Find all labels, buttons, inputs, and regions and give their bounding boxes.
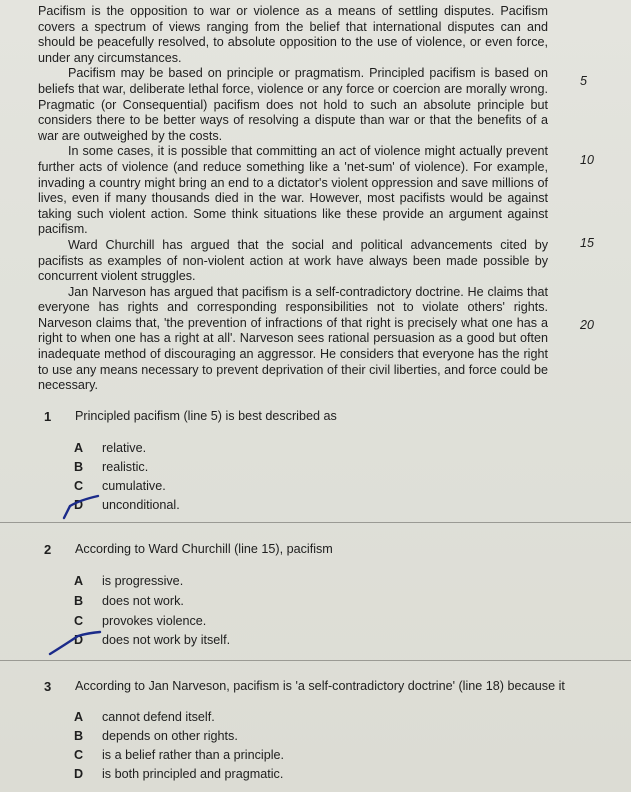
option-text: realistic. (102, 460, 149, 474)
section-divider (0, 660, 631, 661)
question-number: 1 (44, 409, 52, 424)
option-text: unconditional. (102, 498, 180, 512)
option-text: cumulative. (102, 479, 166, 493)
option-letter: C (74, 614, 84, 628)
option-text: does not work. (102, 594, 184, 608)
question-number: 3 (44, 679, 52, 694)
option-letter: A (74, 574, 84, 588)
question-number: 2 (44, 542, 52, 557)
option-text: relative. (102, 441, 147, 455)
option-letter: C (74, 748, 84, 762)
line-number-15: 15 (580, 236, 594, 250)
option-text: provokes violence. (102, 614, 207, 628)
option-letter: B (74, 729, 84, 743)
option-text: does not work by itself. (102, 633, 231, 647)
line-number-10: 10 (580, 153, 594, 167)
option-text: is progressive. (102, 574, 184, 588)
reading-passage (38, 4, 548, 394)
pen-mark-answer-2 (44, 626, 104, 660)
line-number-20: 20 (580, 318, 594, 332)
option-letter: B (74, 594, 84, 608)
option-text: is a belief rather than a principle. (102, 748, 285, 762)
passage-paragraph-4: Ward Churchill has argued that the social and political advancements cited by pacifists as examples of non-violent action at work have always been made possible by concurrent violent struggles. (38, 237, 548, 284)
option-text: depends on other rights. (102, 729, 238, 743)
option-letter: D (74, 633, 84, 647)
option-text: is both principled and pragmatic. (102, 767, 284, 781)
passage-paragraph-5: Jan Narveson has argued that pacifism is a self-contradictory doctrine. He claims that everyone has rights and corresponding responsibilities not to violate others' rights. Narveson claims that, 'the prevention of infractions of that right is precisely what one has a right to when one has a right at all'. Narveson sees rational persuasion as a good but often inadequate method of discouraging an aggressor. He considers that everyone has the right to use any means necessary to prevent deprivation of their civil liberties, and force could be necessary. (38, 284, 548, 393)
option-letter: B (74, 460, 84, 474)
option-letter: A (74, 710, 84, 724)
question-text: According to Jan Narveson, pacifism is 'a self-contradictory doctrine' (line 18) because it (75, 679, 565, 693)
question-text: Principled pacifism (line 5) is best described as (75, 409, 337, 423)
pen-stroke (50, 632, 100, 654)
passage-paragraph-1: Pacifism is the opposition to war or violence as a means of settling disputes. Pacifism covers a spectrum of views ranging from the belief that international disputes can and should be peacefully resolved, to absolute opposition to the use of violence, or even force, under any circumstances. (38, 4, 548, 65)
option-letter: D (74, 498, 84, 512)
option-letter: D (74, 767, 84, 781)
option-letter: C (74, 479, 84, 493)
option-letter: A (74, 441, 84, 455)
line-number-5: 5 (580, 74, 587, 88)
pen-stroke (64, 496, 98, 518)
passage-paragraph-2: Pacifism may be based on principle or pragmatism. Principled pacifism is based on beliefs that war, deliberate lethal force, violence or any force or coercion are morally wrong. Pragmatic (or Consequential) pacifism does not hold to such an absolute principle but considers there to be better ways of resolving a dispute than war or that the benefits of a war are outweighed by the costs. (38, 66, 548, 143)
question-text: According to Ward Churchill (line 15), pacifism (75, 542, 333, 556)
passage-paragraph-3: In some cases, it is possible that committing an act of violence might actually prevent further acts of violence (and reduce something like a 'net-sum' of violence). For example, invading a country might bring an end to a dictator's violent oppression and save millions of lives, even if many thousands died in the war. However, most pacifists would be against taking such violent action. Some think situations like these provide an argument against pacifism. (38, 144, 548, 237)
option-text: cannot defend itself. (102, 710, 215, 724)
pen-mark-answer-1 (58, 494, 108, 524)
